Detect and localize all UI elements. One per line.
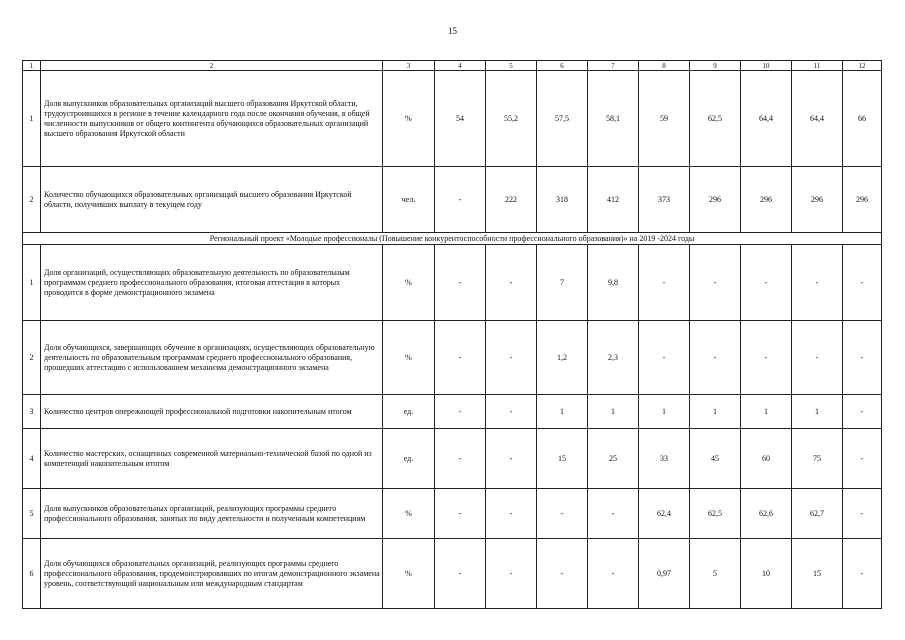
value-cell: 60: [741, 429, 792, 489]
value-cell: 75: [792, 429, 843, 489]
column-number: 10: [741, 61, 792, 71]
indicators-table: [22, 60, 882, 609]
value-cell: 64,4: [792, 71, 843, 167]
value-cell: -: [588, 489, 639, 539]
column-number: 5: [486, 61, 537, 71]
value-cell: 5: [690, 539, 741, 609]
value-cell: -: [792, 245, 843, 321]
value-cell: -: [843, 395, 882, 429]
column-number: 11: [792, 61, 843, 71]
value-cell: -: [486, 429, 537, 489]
unit-cell: %: [383, 489, 435, 539]
column-number: 4: [435, 61, 486, 71]
value-cell: -: [435, 395, 486, 429]
project-title: Региональный проект «Молодые профессионалы (Повышение конкурентоспособности профессионального образования)» на 2019 -2024 годы: [23, 233, 882, 245]
value-cell: 1: [588, 395, 639, 429]
table-row: [23, 395, 882, 429]
row-number: 2: [23, 167, 41, 233]
value-cell: -: [741, 245, 792, 321]
value-cell: 1: [690, 395, 741, 429]
value-cell: 62,6: [741, 489, 792, 539]
value-cell: 2,3: [588, 321, 639, 395]
row-number: 1: [23, 245, 41, 321]
row-number: 2: [23, 321, 41, 395]
value-cell: 296: [792, 167, 843, 233]
value-cell: -: [486, 539, 537, 609]
column-number: 7: [588, 61, 639, 71]
value-cell: 1: [792, 395, 843, 429]
value-cell: -: [588, 539, 639, 609]
value-cell: -: [843, 245, 882, 321]
value-cell: 33: [639, 429, 690, 489]
table-row: [23, 539, 882, 609]
indicator-name: Количество центров опережающей профессиональной подготовки накопительным итогом: [41, 395, 383, 429]
value-cell: 45: [690, 429, 741, 489]
column-number: 6: [537, 61, 588, 71]
value-cell: 318: [537, 167, 588, 233]
value-cell: 62,4: [639, 489, 690, 539]
value-cell: 15: [537, 429, 588, 489]
value-cell: -: [486, 395, 537, 429]
value-cell: -: [435, 489, 486, 539]
value-cell: -: [843, 321, 882, 395]
column-number: 12: [843, 61, 882, 71]
value-cell: 373: [639, 167, 690, 233]
unit-cell: %: [383, 321, 435, 395]
table-row: [23, 167, 882, 233]
value-cell: -: [435, 245, 486, 321]
indicator-name: Доля обучающихся, завершающих обучение в организациях, осуществляющих образовательную деятельность по образовательным программам среднего профессионального образования, прошедших аттестацию с использованием механизма демонстрационного экзамена: [41, 321, 383, 395]
value-cell: 7: [537, 245, 588, 321]
value-cell: 10: [741, 539, 792, 609]
value-cell: -: [690, 245, 741, 321]
value-cell: 62,7: [792, 489, 843, 539]
value-cell: 59: [639, 71, 690, 167]
value-cell: 62,5: [690, 71, 741, 167]
column-number: 3: [383, 61, 435, 71]
value-cell: 54: [435, 71, 486, 167]
unit-cell: ед.: [383, 395, 435, 429]
value-cell: 296: [690, 167, 741, 233]
value-cell: -: [690, 321, 741, 395]
indicator-name: Доля организаций, осуществляющих образовательную деятельность по образовательным программам среднего профессионального образования, итоговая аттестация в которых проводится в форме демонстрационного экзамена: [41, 245, 383, 321]
value-cell: -: [435, 539, 486, 609]
indicator-name: Доля обучающихся образовательных организаций, реализующих программы среднего профессионального образования, продемонстрировавших по итогам демонстрационного экзамена уровень, соответствующий национальным или международным стандартам: [41, 539, 383, 609]
page-number: 15: [448, 26, 457, 36]
table-row: [23, 71, 882, 167]
row-number: 1: [23, 71, 41, 167]
row-number: 3: [23, 395, 41, 429]
value-cell: 66: [843, 71, 882, 167]
value-cell: -: [435, 321, 486, 395]
value-cell: 1,2: [537, 321, 588, 395]
row-number: 4: [23, 429, 41, 489]
indicator-name: Количество обучающихся образовательных организаций высшего образования Иркутской области, получивших выплату в текущем году: [41, 167, 383, 233]
table-row: [23, 489, 882, 539]
value-cell: 15: [792, 539, 843, 609]
row-number: 5: [23, 489, 41, 539]
value-cell: -: [486, 245, 537, 321]
value-cell: -: [486, 321, 537, 395]
unit-cell: %: [383, 71, 435, 167]
unit-cell: %: [383, 245, 435, 321]
value-cell: -: [486, 489, 537, 539]
value-cell: 1: [639, 395, 690, 429]
column-number: 2: [41, 61, 383, 71]
value-cell: -: [435, 167, 486, 233]
value-cell: 222: [486, 167, 537, 233]
value-cell: -: [537, 489, 588, 539]
unit-cell: %: [383, 539, 435, 609]
value-cell: 55,2: [486, 71, 537, 167]
value-cell: 64,4: [741, 71, 792, 167]
table-row: [23, 429, 882, 489]
value-cell: 296: [741, 167, 792, 233]
value-cell: -: [843, 429, 882, 489]
column-number: 8: [639, 61, 690, 71]
value-cell: -: [537, 539, 588, 609]
value-cell: -: [639, 245, 690, 321]
value-cell: 0,97: [639, 539, 690, 609]
unit-cell: чел.: [383, 167, 435, 233]
indicator-name: Доля выпускников образовательных организаций высшего образования Иркутской области, трудоустроившихся в регионе в течение календарного года после окончания обучения, в общей численности выпускников от общего контингента обучающихся образовательных организаций высшего образования Иркутской области: [41, 71, 383, 167]
column-number: 1: [23, 61, 41, 71]
project-header-row: [23, 233, 882, 245]
unit-cell: ед.: [383, 429, 435, 489]
value-cell: 25: [588, 429, 639, 489]
table-row: [23, 245, 882, 321]
indicator-name: Количество мастерских, оснащенных современной материально-технической базой по одной из компетенций накопительным итогом: [41, 429, 383, 489]
value-cell: 9,8: [588, 245, 639, 321]
header-row: [23, 61, 882, 71]
value-cell: -: [741, 321, 792, 395]
table-row: [23, 321, 882, 395]
value-cell: -: [639, 321, 690, 395]
row-number: 6: [23, 539, 41, 609]
value-cell: 1: [537, 395, 588, 429]
value-cell: 412: [588, 167, 639, 233]
value-cell: 58,1: [588, 71, 639, 167]
value-cell: 57,5: [537, 71, 588, 167]
value-cell: 62,5: [690, 489, 741, 539]
column-number: 9: [690, 61, 741, 71]
indicator-name: Доля выпускников образовательных организаций, реализующих программы среднего профессионального образования, занятых по виду деятельности и полученным компетенциям: [41, 489, 383, 539]
value-cell: -: [843, 539, 882, 609]
value-cell: 1: [741, 395, 792, 429]
value-cell: -: [435, 429, 486, 489]
value-cell: 296: [843, 167, 882, 233]
value-cell: -: [843, 489, 882, 539]
value-cell: -: [792, 321, 843, 395]
